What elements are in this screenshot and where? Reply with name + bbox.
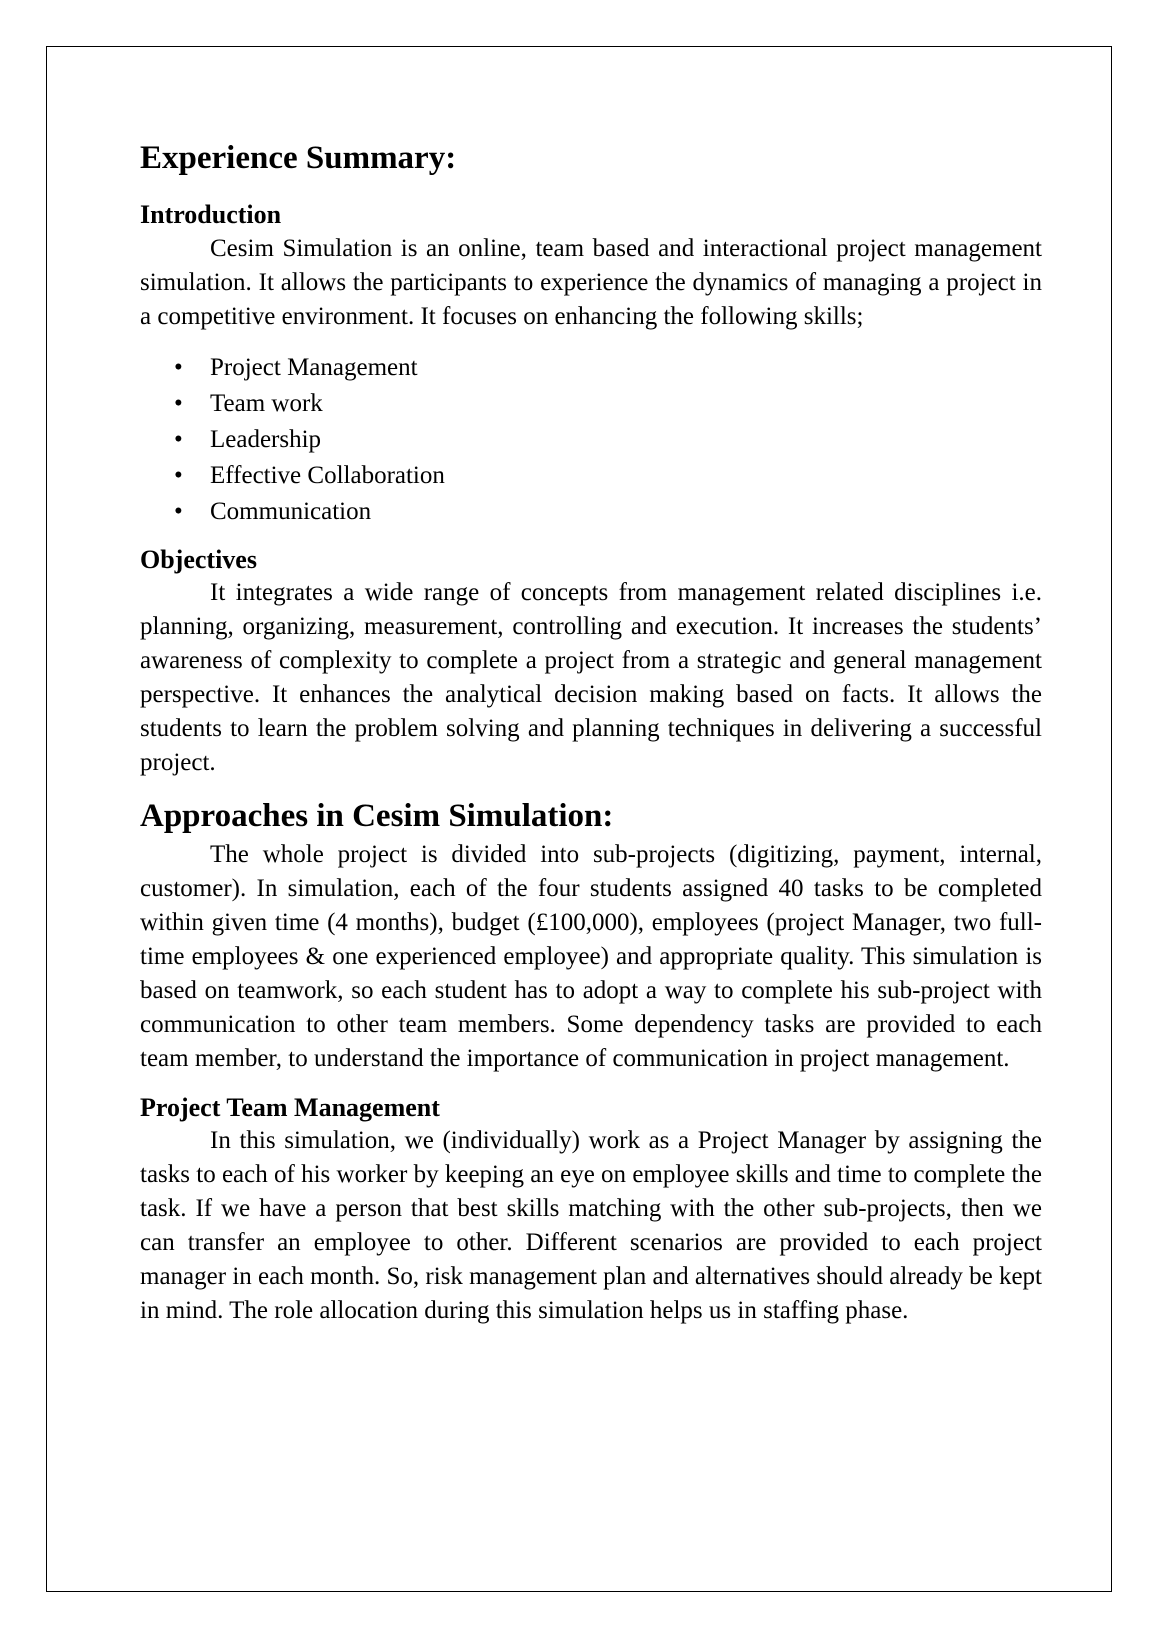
bullet-icon: •	[174, 389, 183, 417]
skill-label: Effective Collaboration	[210, 461, 445, 489]
bullet-icon: •	[174, 461, 183, 489]
experience-summary-heading: Experience Summary:	[140, 140, 457, 176]
approaches-heading: Approaches in Cesim Simulation:	[140, 798, 614, 835]
document-content	[140, 138, 1042, 1328]
project-team-management-paragraph: In this simulation, we (individually) work as a Project Manager by assigning the tasks to each of his worker by keeping an eye on employee skills and time to complete the task. If we have a person that best skills matching with the other sub-projects, then we can transfer an employee to other. Different scenarios are provided to each project manager in each month. So, risk management plan and alternatives should already be kept in mind. The role allocation during this simulation helps us in staffing phase.	[140, 1127, 1042, 1324]
skill-label: Team work	[210, 389, 323, 417]
project-team-management-heading: Project Team Management	[140, 1092, 440, 1122]
objectives-paragraph: It integrates a wide range of concepts from management related disciplines i.e. planning, organizing, measurement, controlling and execution. It increases the students’ awareness of complexity to complete a project from a strategic and general management perspective. It enhances the analytical decision making based on facts. It allows the students to learn the problem solving and planning techniques in delivering a successful project.	[140, 579, 1042, 777]
skills-list	[140, 350, 1042, 530]
skill-label: Project Management	[210, 353, 418, 381]
introduction-paragraph: Cesim Simulation is an online, team based and interactional project management simulation. It allows the participants to experience the dynamics of managing a project in a competitive environment. It focuses on enhancing the following skills;	[140, 234, 1042, 330]
bullet-icon: •	[174, 497, 183, 525]
list-item	[140, 422, 1042, 458]
skill-label: Leadership	[210, 425, 322, 453]
list-item	[140, 494, 1042, 530]
list-item	[140, 350, 1042, 386]
skill-label: Communication	[210, 497, 372, 525]
objectives-heading: Objectives	[140, 544, 257, 574]
approaches-paragraph: The whole project is divided into sub-projects (digitizing, payment, internal, customer). In simulation, each of the four students assigned 40 tasks to be completed within given time (4 months), budget (£100,000), employees (project Manager, two full-time employees & one experienced employee) and appropriate quality. This simulation is based on teamwork, so each student has to adopt a way to complete his sub-project with communication to other team members. Some dependency tasks are provided to each team member, to understand the importance of communication in project management.	[140, 840, 1042, 1072]
introduction-heading: Introduction	[140, 200, 282, 230]
list-item	[140, 458, 1042, 494]
bullet-icon: •	[174, 425, 183, 453]
list-item	[140, 386, 1042, 422]
bullet-icon: •	[174, 353, 183, 381]
